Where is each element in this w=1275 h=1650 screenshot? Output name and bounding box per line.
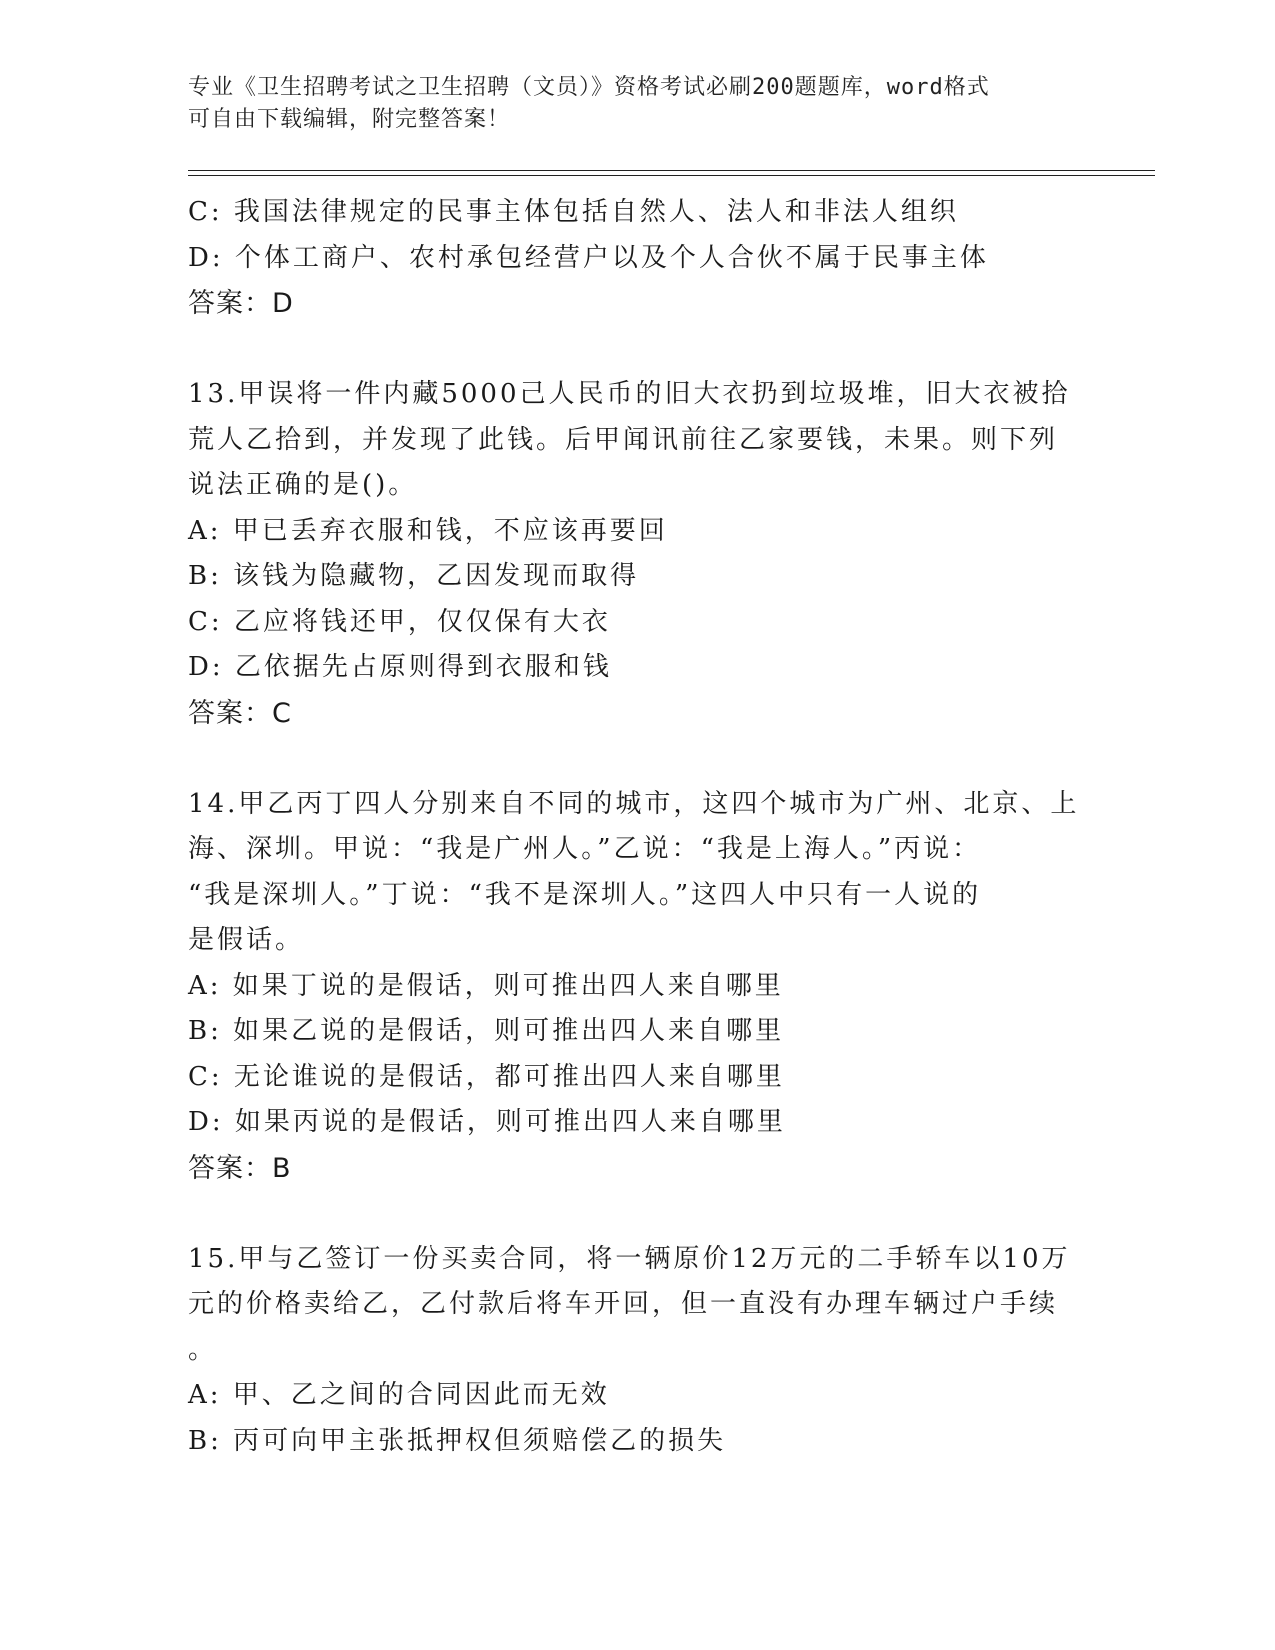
spacer bbox=[188, 736, 1088, 782]
question-list bbox=[188, 190, 1088, 1464]
option-c: C: 乙应将钱还甲，仅仅保有大衣 bbox=[188, 606, 611, 637]
answer-line: 答案：C bbox=[188, 697, 292, 729]
question-stem-line: 荒人乙拾到，并发现了此钱。后甲闻讯前往乙家要钱，未果。则下列 bbox=[188, 424, 1059, 455]
question-13 bbox=[188, 372, 1088, 736]
question-stem-line: 15.甲与乙签订一份买卖合同，将一辆原价12万元的二手轿车以10万 bbox=[188, 1243, 1071, 1274]
answer-line: 答案：B bbox=[188, 1152, 292, 1184]
question-15 bbox=[188, 1237, 1088, 1465]
question-stem-line: 14.甲乙丙丁四人分别来自不同的城市，这四个城市为广州、北京、上 bbox=[188, 788, 1080, 819]
question-stem-line: 是假话。 bbox=[188, 925, 305, 955]
page-header bbox=[188, 72, 1088, 136]
question-stem-line: 13.甲误将一件内藏5000己人民币的旧大衣扔到垃圾堆，旧大衣被拾 bbox=[188, 379, 1071, 409]
question-stem-line: 。 bbox=[188, 1334, 218, 1365]
option-d: D: 乙依据先占原则得到衣服和钱 bbox=[188, 652, 612, 682]
option-b: B: 如果乙说的是假话，则可推出四人来自哪里 bbox=[188, 1016, 785, 1046]
question-stem-line: 海、深圳。甲说：“我是广州人。”乙说：“我是上海人。”丙说： bbox=[188, 834, 982, 864]
option-d: D: 个体工商户、农村承包经营户以及个人合伙不属于民事主体 bbox=[188, 242, 989, 273]
answer-line: 答案：D bbox=[188, 288, 294, 319]
option-b: B: 该钱为隐藏物，乙因发现而取得 bbox=[188, 561, 640, 591]
spacer bbox=[188, 1191, 1088, 1237]
header-divider-top bbox=[188, 170, 1155, 171]
option-b: B: 丙可向甲主张抵押权但须赔偿乙的损失 bbox=[188, 1425, 727, 1456]
option-a: A: 甲、乙之间的合同因此而无效 bbox=[188, 1380, 610, 1410]
option-a: A: 如果丁说的是假话，则可推出四人来自哪里 bbox=[188, 970, 784, 1001]
header-divider-bottom bbox=[188, 175, 1155, 176]
option-c: C: 无论谁说的是假话，都可推出四人来自哪里 bbox=[188, 1061, 785, 1092]
option-c: C: 我国法律规定的民事主体包括自然人、法人和非法人组织 bbox=[188, 197, 959, 227]
question-stem-line: “我是深圳人。”丁说：“我不是深圳人。”这四人中只有一人说的 bbox=[188, 879, 982, 910]
question-12 bbox=[188, 190, 1088, 327]
header-title-line-1: 专业《卫生招聘考试之卫生招聘（文员）》资格考试必刷200题题库，word格式 bbox=[188, 75, 990, 100]
spacer bbox=[188, 327, 1088, 373]
question-stem-line: 元的价格卖给乙，乙付款后将车开回，但一直没有办理车辆过户手续 bbox=[188, 1289, 1059, 1319]
question-14 bbox=[188, 782, 1088, 1192]
question-stem-line: 说法正确的是()。 bbox=[188, 470, 418, 500]
option-a: A: 甲已丢弃衣服和钱，不应该再要回 bbox=[188, 515, 668, 546]
header-title-line-2: 可自由下载编辑，附完整答案！ bbox=[188, 107, 511, 132]
option-d: D: 如果丙说的是假话，则可推出四人来自哪里 bbox=[188, 1107, 786, 1137]
